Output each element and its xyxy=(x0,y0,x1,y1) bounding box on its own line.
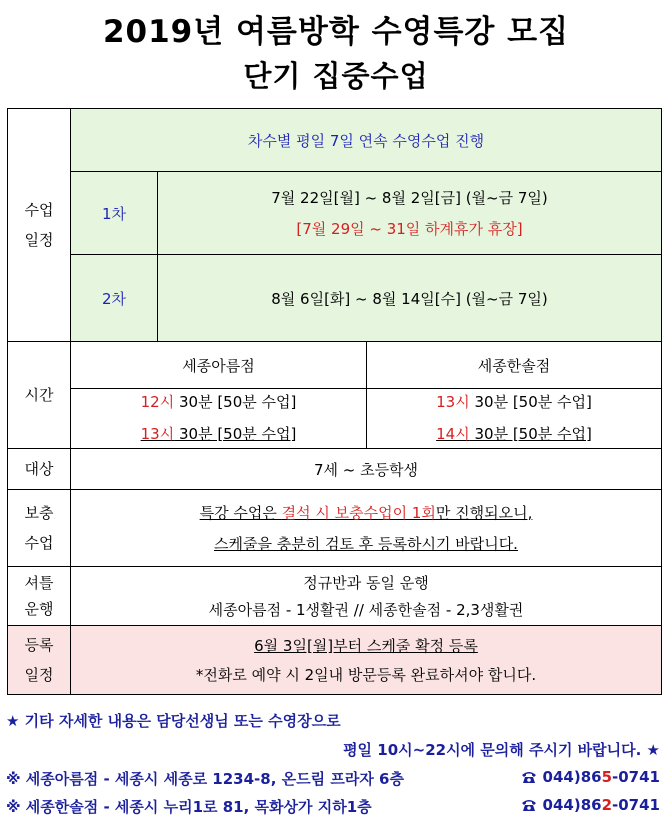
branch2-times xyxy=(366,388,662,449)
registration-label xyxy=(7,625,71,695)
makeup-line1 xyxy=(200,502,533,523)
branch1-times xyxy=(70,388,367,449)
branch2-slot1 xyxy=(367,391,661,412)
session1-dates: 7월 22일[월] ~ 8월 2일[금] (월~금 7일) xyxy=(271,189,548,207)
branch2-phone-c: -0741 xyxy=(612,796,660,814)
footer-line1: ★ 기타 자세한 내용은 담당선생님 또는 수영장으로 xyxy=(6,712,341,730)
session1-name: 1차 xyxy=(70,171,158,255)
branch1-phone-b: 5 xyxy=(601,768,613,786)
branch2-slot2-rest: 30분 [50분 수업] xyxy=(474,425,592,443)
session2-name: 2차 xyxy=(70,254,158,342)
branch1-phone-c: -0741 xyxy=(612,768,660,786)
branch2-slot2-hour: 14시 xyxy=(436,425,470,443)
registration-line1: 6월 3일[월]부터 스케줄 확정 등록 xyxy=(254,637,478,655)
shuttle-line1: 정규반과 동일 운행 xyxy=(303,574,429,592)
target-label: 대상 xyxy=(7,448,71,490)
shuttle-label xyxy=(7,566,71,626)
branch2-slot1-rest: 30분 [50분 수업] xyxy=(474,393,592,411)
branch2-slot1-hour: 13시 xyxy=(436,393,470,411)
registration-content xyxy=(70,625,662,695)
makeup-label xyxy=(7,489,71,567)
branch2-slot2 xyxy=(367,423,661,444)
makeup-line1-c: 만 진행되오니, xyxy=(435,504,533,522)
phone-icon xyxy=(521,798,537,812)
makeup-line1-b: 결석 시 보충수업이 1회 xyxy=(281,504,436,522)
time-label: 시간 xyxy=(7,341,71,449)
schedule-label-line2: 일정 xyxy=(24,231,54,249)
branch1-slot1-hour: 12시 xyxy=(140,393,175,411)
branch1-slot1 xyxy=(71,391,366,412)
makeup-content xyxy=(70,489,662,567)
branch2-header: 세종한솔점 xyxy=(366,341,662,389)
makeup-line1-a: 특강 수업은 xyxy=(199,504,282,522)
footer-line2: 평일 10시~22시에 문의해 주시기 바랍니다. ★ xyxy=(343,741,660,759)
branch1-slot1-rest: 30분 [50분 수업] xyxy=(178,393,297,411)
shuttle-label-line2: 운행 xyxy=(24,600,54,618)
page-title: 2019년 여름방학 수영특강 모집 xyxy=(102,14,570,50)
makeup-line2: 스케줄을 충분히 검토 후 등록하시기 바랍니다. xyxy=(214,535,518,553)
phone-icon xyxy=(521,770,537,784)
shuttle-line2: 세종아름점 - 1생활권 // 세종한솔점 - 2,3생활권 xyxy=(208,601,524,619)
session2-dates: 8월 6일[화] ~ 8월 14일[수] (월~금 7일) xyxy=(157,254,662,342)
branch1-slot2-rest: 30분 [50분 수업] xyxy=(178,425,297,443)
branch1-phone-a: 044)86 xyxy=(542,768,602,786)
schedule-label xyxy=(7,108,71,342)
footer-branch1-address: ※ 세종아름점 - 세종시 세종로 1234-8, 온드림 프라자 6층 xyxy=(6,770,404,788)
footer-branch2-phone xyxy=(521,796,660,814)
footer-branch2-address: ※ 세종한솔점 - 세종시 누리1로 81, 목화상가 지하1층 xyxy=(6,798,372,816)
branch2-phone-a: 044)86 xyxy=(542,796,602,814)
schedule-label-line1: 수업 xyxy=(24,201,54,219)
target-value: 7세 ~ 초등학생 xyxy=(70,448,662,490)
page-subtitle: 단기 집중수업 xyxy=(243,59,429,93)
registration-label-line1: 등록 xyxy=(24,636,54,654)
registration-line2: *전화로 예약 시 2일내 방문등록 완료하셔야 합니다. xyxy=(195,666,537,684)
branch2-phone-b: 2 xyxy=(601,796,613,814)
branch1-slot2-hour: 13시 xyxy=(140,425,175,443)
makeup-label-line2: 수업 xyxy=(24,534,54,552)
session1-note: [7월 29일 ~ 31일 하계휴가 휴장] xyxy=(296,220,523,238)
makeup-label-line1: 보충 xyxy=(24,504,54,522)
footer-branch1-phone xyxy=(521,768,660,786)
shuttle-label-line1: 셔틀 xyxy=(24,574,54,592)
branch1-slot2 xyxy=(71,423,366,444)
schedule-header: 차수별 평일 7일 연속 수영수업 진행 xyxy=(70,108,662,172)
registration-label-line2: 일정 xyxy=(24,666,54,684)
shuttle-content xyxy=(70,566,662,626)
session1-details xyxy=(157,171,662,255)
branch1-header: 세종아름점 xyxy=(70,341,367,389)
